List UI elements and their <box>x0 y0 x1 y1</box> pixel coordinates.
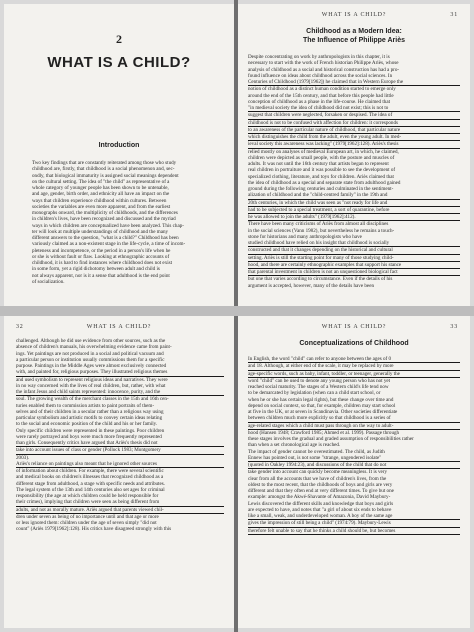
page-number: 32 <box>16 324 24 330</box>
text-line: with, and painted for, religious purposes. They illustrated religious themes <box>16 369 224 376</box>
text-line: analysis of childhood as a social and historical construction has had a pro- <box>248 66 400 73</box>
text-line: studied childhood have relied on his insight that childhood is socially <box>248 240 460 247</box>
chapter-title: WHAT IS A CHILD? <box>47 54 191 71</box>
text-line: childhood, it is hard to find instances where childhood does not exist <box>32 260 173 266</box>
text-line: societies the variables are even more apparent, and from the earliest <box>32 203 171 210</box>
text-line: therefore felt unable to say that he thinks a child should be, but becomes <box>248 528 460 535</box>
page-31 <box>238 4 470 306</box>
text-line: whole category of younger people has been shown to be untenable, <box>32 185 169 191</box>
text-line: setting. Ariès is still the starting point for many of those studying child- <box>248 255 460 262</box>
text-line: childhood are, firstly, that childhood is a social phenomenon and, sec- <box>32 166 175 173</box>
body-text <box>32 160 220 285</box>
text-line: alization of childhood and the "child-centred family" in the 19th and <box>248 192 460 199</box>
text-line: monographs onward, the multiplicity of childhoods, and the differences <box>32 210 178 216</box>
running-head-title: WHAT IS A CHILD? <box>321 324 387 330</box>
page-number: 31 <box>450 12 458 18</box>
text-line: The impact of gender cannot be overestimated. The child, as Judith <box>248 448 385 455</box>
text-line: In English, the word "child" can refer to anyone between the ages of 0 <box>248 356 460 363</box>
text-line: variously claimed as a non-existent stage in the life-cycle, a time of incom- <box>32 241 186 248</box>
section-heading-line2: The Influence of Philippe Ariès <box>302 37 406 44</box>
text-line: relied mostly on analyses of medieval European art, in which, he claimed, <box>248 148 399 155</box>
text-line: which distinguishes the child from the adult, even the young adult. In med- <box>248 134 460 141</box>
text-line: example: amongst the Akwé-Shavante of Amazonia, David Maybury- <box>248 494 391 501</box>
text-line: and used symbolism to represent religious ideas and narratives. They were <box>16 376 168 383</box>
text-line: challenged. Although he did use evidence from other sources, such as the <box>16 338 166 344</box>
text-line: soul. The growing wealth of the merchant classes in the 15th and 16th cen- <box>16 396 169 403</box>
text-line: not always apparent, nor is it a sense that adulthood is the end point <box>32 272 170 279</box>
text-line: Two key findings that are constantly reiterated among those who study <box>32 160 177 166</box>
text-line: clear from all the accounts that we have of children's lives, from the <box>248 475 387 482</box>
text-line: on the cultural setting. The idea of "the child" as representative of a <box>32 178 170 185</box>
text-line: oldest to the most recent, that the childhoods of boys and girls are very <box>248 481 393 488</box>
text-line: different answers to the question, "what is a child?" Childhood has been <box>32 235 179 241</box>
text-line: Only specific children were represented in these paintings. Poor children <box>16 427 165 434</box>
text-line: hood (Hansen 1948; Crawford 1985; Ahmed et al. 1999). Passage through <box>248 429 400 436</box>
text-line: stone for historians and many anthropologists who have <box>248 233 362 240</box>
text-line: of information about children. For example, there were several scientific <box>16 468 164 474</box>
text-line: in children's lives, have been recognized and discussed and the myriad <box>32 216 176 223</box>
page-chapter-opener <box>4 4 234 306</box>
text-line: their crimes), implying that children were seen as being different from <box>16 499 224 506</box>
text-line: in no way concerned with the lives of real children, but, rather, with what <box>16 382 166 389</box>
text-line: real children in portraiture and it was possible to see the development of <box>248 167 396 174</box>
body-text <box>16 338 224 533</box>
text-line: gives the impression of still being a child" (1974:79). Maybury-Lewis <box>248 520 460 527</box>
text-line: but one that varies according to circumstance. Even if the details of his <box>248 276 393 283</box>
text-line: ieval society this awareness was lacking" (1979[1962]:128). Ariès's thesis <box>248 141 460 148</box>
body-text <box>248 356 460 535</box>
text-line: There have been many criticisms of Ariès from almost all disciplines <box>248 221 389 228</box>
text-line: found influence on ideas about childhood across the social sciences. In <box>248 72 393 79</box>
text-line: these stages involves the gradual and graded assumption of responsibilities rather <box>248 436 414 442</box>
text-line: between children much more explicitly so that childhood is a series of <box>248 415 460 422</box>
text-line: had to be subjected to a special treatment, a sort of quarantine, before <box>248 207 460 214</box>
text-line: ways in which children are conceptualized have been analyzed. This chap- <box>32 222 184 229</box>
text-line: Lewis discovered the different skills and knowledge that boys and girls <box>248 500 394 507</box>
text-line: age-related stages which a child must pass through on the way to adult- <box>248 423 460 430</box>
text-line: suggest that children were neglected, forsaken or despised. The idea of <box>248 112 460 119</box>
text-line: dren under seven as being of no importance until and that age or more <box>16 513 159 520</box>
text-line: like a small, weak, and underdeveloped woman. A boy of the same age <box>248 513 460 520</box>
text-line: childhood is not to be confused with affection for children: it corresponds <box>248 120 460 127</box>
text-line: were rarely portrayed and boys were much more frequently represented <box>16 433 162 440</box>
text-line: word "child" can be used to denote any young person who has not yet <box>248 377 391 384</box>
text-line: he was allowed to join the adults" (1979[1962]:412). <box>248 214 460 221</box>
body-text <box>248 54 460 289</box>
text-line: around the end of the 15th century, and that before this people had little <box>248 92 394 99</box>
text-line: reached social maturity. The stages of a Western child's life tend now <box>248 384 389 390</box>
text-line: The legal system of the 13th and 14th centuries also set ages for criminal <box>16 486 165 493</box>
text-line: that parental investment in children is not an unquestioned biological fact <box>248 269 460 276</box>
text-line: hood, and there are certainly ethnographic examples that support his stance <box>248 262 460 269</box>
section-heading: Introduction <box>98 142 140 149</box>
text-line: age-specific words, such as baby, infant, toddler, or teenager, generally the <box>248 371 460 378</box>
text-line: "in medieval society the idea of childhood did not exist; this is not to <box>248 105 460 112</box>
text-line: conception of childhood as a phase in the life-course. He claimed that <box>248 98 391 105</box>
text-line: in some form, yet a rigid dichotomy between adult and child is <box>32 266 160 273</box>
text-line: purpose. Paintings in the Middle Ages were almost exclusively connected <box>16 363 167 369</box>
text-line: ondly, that biological immaturity is assigned social meanings dependent <box>32 172 179 179</box>
text-line: a particular person or institution usually commissions them for a specific <box>16 356 165 363</box>
text-line: Despite concentrating on work by anthropologists in this chapter, it is <box>248 54 390 60</box>
page-33 <box>238 316 470 628</box>
text-line: argument is accepted, however, many of the details have been <box>248 282 375 289</box>
text-line: notion of childhood as a distinct human condition started to emerge only <box>248 86 396 93</box>
section-heading-line1: Childhood as a Modern Idea: <box>306 28 402 35</box>
text-line: constructed and that it changes depending on the historical and cultural <box>248 247 460 254</box>
text-line: Ennew has pointed out, is not some "strange, ungendered isolate" <box>248 455 460 462</box>
text-line: or less ignored them: children under the age of seven simply "did not <box>16 520 157 526</box>
running-head-title: WHAT IS A CHILD? <box>321 12 387 18</box>
text-line: pleteness and incompetence, or the period in a person's life when he <box>32 247 171 254</box>
page-32 <box>4 316 234 628</box>
text-line: ways that children experience childhood within cultures. Between <box>32 197 167 204</box>
text-line: are expected to have, and notes that "a girl of about six ends to behave <box>248 506 392 513</box>
text-line: to the social and economic position of the child and his or her family. <box>16 421 158 428</box>
chapter-number: 2 <box>116 32 122 46</box>
text-line: Centuries of Childhood (1979[1962]) he claimed that in Western Europe the <box>248 79 460 86</box>
text-line: to an awareness of the particular nature of childhood, that particular nature <box>248 127 460 134</box>
text-line: ings. Yet paintings are not produced in a social and political vacuum and <box>16 350 164 357</box>
text-line: absence of children's manuals, his overwhelming evidence came from paint- <box>16 344 172 351</box>
text-line: Ariès's reliance on paintings also meant that he ignored other sources <box>16 461 224 468</box>
text-line: depend on social context, so that, for example, children may start school <box>248 402 396 409</box>
text-line: and medical books on children's illnesses that recognized childhood as a <box>16 474 164 481</box>
text-line: the idea of childhood as a special and separate state from adulthood gained <box>248 179 401 186</box>
text-line: different stage from adulthood, a stage with specific needs and attributes. <box>16 480 165 487</box>
text-line: particular symbolism and artistic motifs to convey certain ideas relating <box>16 415 163 421</box>
text-line: adults. It was not until the 16th century that artists began to represent <box>248 161 389 167</box>
text-line: children were depicted as small people, with the posture and muscles of <box>248 154 395 161</box>
text-line: different and that they often end at very different times. To give but one <box>248 488 394 494</box>
text-line: and 18. Although, at either end of the scale, it may be replaced by more <box>248 363 460 370</box>
page-number: 33 <box>450 324 458 330</box>
running-head-title: WHAT IS A CHILD? <box>86 324 152 330</box>
text-line: necessary to start with the work of French historian Philippe Ariès, whose <box>248 60 399 67</box>
text-line: (quoted in Oakley 1994:23), and discussions of the child that do not <box>248 462 460 469</box>
text-line: 2003). <box>16 454 30 461</box>
text-line: take into account issues of class or gender (Pollock 1983; Montgomery <box>16 447 224 454</box>
text-line: than when a set chronological age is reached. <box>248 442 341 449</box>
text-line: to be demarcated by legislation (when can a child start school, or <box>248 390 381 397</box>
text-line: ground during the following centuries and culminated in the sentiment- <box>248 186 394 192</box>
text-line: adults, and not as morally mature. Ariès argued that parents viewed chil- <box>16 507 224 514</box>
text-line: take gender into account can quickly become meaningless. It is very <box>248 469 388 476</box>
scan-divider <box>0 306 474 316</box>
text-line: at five in the UK, or at seven in Scandinavia. Other societies differentiate <box>248 409 398 415</box>
text-line: 20th centuries, in which the child was seen as "not ready for life and <box>248 200 460 207</box>
text-line: when he or she has certain legal rights), but these change over time and <box>248 396 394 403</box>
section-heading: Conceptualizations of Childhood <box>299 340 409 347</box>
text-line: selves and of their children in a secular rather than a religious way using <box>16 408 164 415</box>
text-line: count" (Ariès 1979[1962]:128). His critics have disagreed strongly with this <box>16 526 172 533</box>
text-line: specialized clothing, literature, and toys for children. Ariès claimed that <box>248 173 394 180</box>
text-line: or she is without fault or flaw. Looking at ethnographic accounts of <box>32 253 170 260</box>
text-line: than girls. Consequently critics have argued that Ariès's thesis did not <box>16 440 224 447</box>
text-line: of socialization. <box>32 278 65 285</box>
text-line: and age, gender, birth order, and ethnicity all have an impact on the <box>32 191 170 198</box>
text-line: responsibility (the age at which children could be held responsible for <box>16 493 159 499</box>
text-line: turies enabled them to commission artists to paint portraits of them- <box>16 402 155 409</box>
text-line: the infant Jesus and child saints represented: innocence, purity, and the <box>16 389 224 396</box>
text-line: in the social sciences (Vann 1982), but nevertheless he remains a touch- <box>248 227 395 234</box>
text-line: ter will look at multiple understandings of childhood and the many <box>32 228 169 235</box>
